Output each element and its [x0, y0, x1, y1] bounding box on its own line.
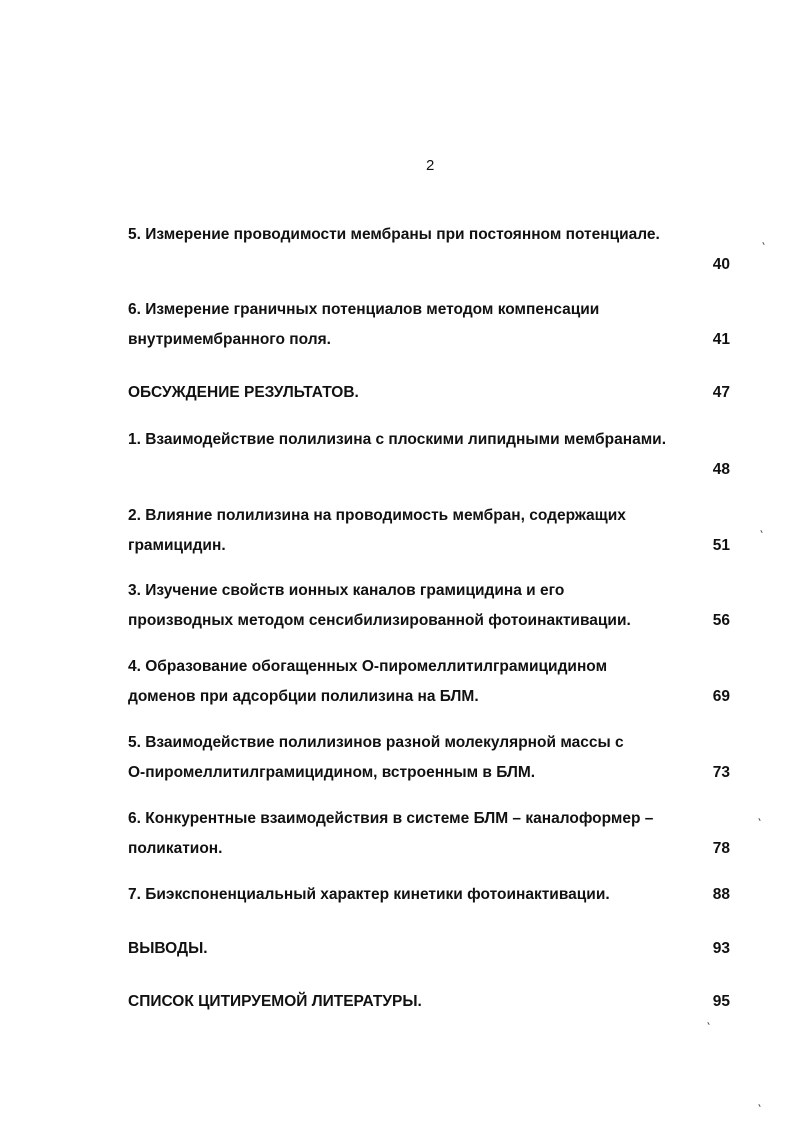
toc-entry-title: 1. Взаимодействие полилизина с плоскими липидными мембранами.	[128, 431, 666, 448]
toc-entry-page: 40	[712, 256, 730, 273]
toc-entry-title-cont: производных методом сенсибилизированной фотоинактивации.	[128, 612, 631, 629]
toc-entry-page: 78	[712, 840, 730, 857]
toc-entry-title-cont: О-пиромеллитилграмицидином, встроенным в БЛМ.	[128, 764, 536, 781]
scan-speck	[762, 242, 764, 245]
toc-entry-page: 48	[712, 461, 730, 478]
toc-entry-page: 41	[712, 331, 730, 348]
page-number: 2	[426, 157, 435, 174]
scan-speck	[758, 818, 760, 821]
toc-entry-title: 2. Влияние полилизина на проводимость мембран, содержащих	[128, 507, 626, 524]
toc-entry-title-cont: грамицидин.	[128, 537, 226, 554]
toc-entry-title: 4. Образование обогащенных О-пиромеллитилграмицидином	[128, 658, 608, 675]
scan-speck	[758, 1104, 760, 1107]
toc-entry-page: 56	[712, 612, 730, 629]
toc-entry-title: ОБСУЖДЕНИЕ РЕЗУЛЬТАТОВ.	[128, 384, 359, 401]
toc-entry-page: 93	[712, 940, 730, 957]
toc-entry-title-cont: внутримембранного поля.	[128, 331, 331, 348]
toc-entry-title-cont: поликатион.	[128, 840, 223, 857]
scan-speck	[707, 1022, 709, 1025]
toc-entry-page: 88	[712, 886, 730, 903]
toc-entry-title: ВЫВОДЫ.	[128, 940, 208, 957]
toc-entry-title: 3. Изучение свойств ионных каналов грамицидина и его	[128, 582, 565, 599]
toc-entry-title: 6. Конкурентные взаимодействия в системе БЛМ – каналоформер –	[128, 810, 654, 827]
toc-entry-title: СПИСОК ЦИТИРУЕМОЙ ЛИТЕРАТУРЫ.	[128, 993, 422, 1010]
toc-entry-page: 51	[712, 537, 730, 554]
toc-entry-page: 73	[712, 764, 730, 781]
toc-entry-title: 7. Биэкспоненциальный характер кинетики фотоинактивации.	[128, 886, 610, 903]
scan-speck	[760, 530, 762, 533]
toc-entry-page: 47	[712, 384, 730, 401]
toc-entry-title: 6. Измерение граничных потенциалов методом компенсации	[128, 301, 600, 318]
toc-entry-title-cont: доменов при адсорбции полилизина на БЛМ.	[128, 688, 479, 705]
toc-entry-title: 5. Измерение проводимости мембраны при постоянном потенциале.	[128, 226, 660, 243]
toc-entry-title: 5. Взаимодействие полилизинов разной молекулярной массы с	[128, 734, 624, 751]
toc-entry-page: 95	[712, 993, 730, 1010]
toc-entry-page: 69	[712, 688, 730, 705]
